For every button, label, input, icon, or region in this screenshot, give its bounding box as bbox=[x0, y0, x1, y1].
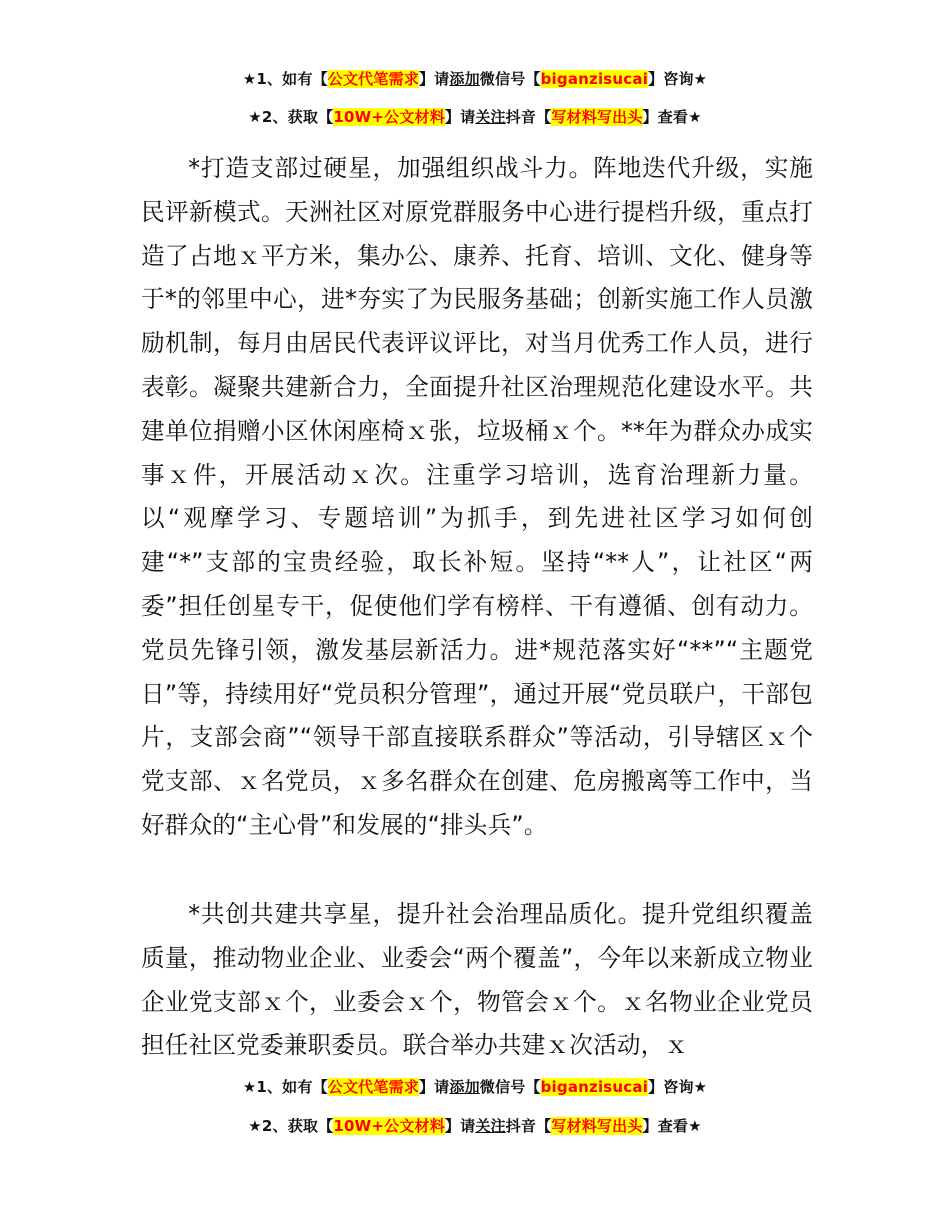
header-line2-mid2: 抖音【 bbox=[505, 108, 552, 126]
footer-line1-highlight-wechat: biganzisucai bbox=[540, 1078, 649, 1096]
header-line1-suffix: 】咨询★ bbox=[648, 70, 708, 88]
header-line2-mid1: 】请 bbox=[444, 108, 476, 126]
header-ad-line-2 bbox=[0, 105, 950, 129]
header-line1-prefix: ★1、如有【 bbox=[242, 70, 328, 88]
footer-line1-prefix: ★1、如有【 bbox=[242, 1078, 328, 1096]
footer-line2-suffix: 】查看★ bbox=[642, 1117, 702, 1135]
header-line2-prefix: ★2、获取【 bbox=[248, 108, 334, 126]
footer-line1-mid1: 】请 bbox=[418, 1078, 450, 1096]
footer-line1-suffix: 】咨询★ bbox=[648, 1078, 708, 1096]
body-paragraph-1: *打造支部过硬星，加强组织战斗力。阵地迭代升级，实施民评新模式。天洲社区对原党群服务中心进行提档升级，重点打造了占地ｘ平方米，集办公、康养、托育、培训、文化、健身等于*的邻里中心，进*夯实了为民服务基础；创新实施工作人员激励机制，每月由居民代表评议评比，对当月优秀工作人员，进行表彰。凝聚共建新合力，全面提升社区治理规范化建设水平。共建单位捐赠小区休闲座椅ｘ张，垃圾桶ｘ个。**年为群众办成实事ｘ件，开展活动ｘ次。注重学习培训，选育治理新力量。以“观摩学习、专题培训”为抓手，到先进社区学习如何创建“*”支部的宝贵经验，取长补短。坚持“**人”，让社区“两委”担任创星专干，促使他们学有榜样、干有遵循、创有动力。党员先锋引领，激发基层新活力。进*规范落实好“**”“主题党日”等，持续用好“党员积分管理”，通过开展“党员联户，干部包片，支部会商”“领导干部直接联系群众”等活动，引导辖区ｘ个党支部、ｘ名党员，ｘ多名群众在创建、危房搬离等工作中，当好群众的“主心骨”和发展的“排头兵”。 bbox=[141, 154, 813, 839]
footer-line2-mid1: 】请 bbox=[444, 1117, 476, 1135]
footer-line1-mid2: 微信号【 bbox=[479, 1078, 541, 1096]
footer-line2-underlined: 关注 bbox=[475, 1117, 506, 1135]
footer-ad-line-1 bbox=[0, 1075, 950, 1099]
header-line1-highlight-wechat: biganzisucai bbox=[540, 70, 649, 88]
footer-line1-highlight-service: 公文代笔需求 bbox=[327, 1078, 419, 1096]
footer-line2-highlight-douyin: 写材料写出头 bbox=[551, 1117, 643, 1135]
header-line1-mid1: 】请 bbox=[418, 70, 450, 88]
header-line1-highlight-service: 公文代笔需求 bbox=[327, 70, 419, 88]
footer-line2-mid2: 抖音【 bbox=[505, 1117, 552, 1135]
header-line2-underlined: 关注 bbox=[475, 108, 506, 126]
header-line2-highlight-douyin: 写材料写出头 bbox=[551, 108, 643, 126]
footer-line1-underlined: 添加 bbox=[449, 1078, 480, 1096]
header-line1-mid2: 微信号【 bbox=[479, 70, 541, 88]
body-paragraph-2: *共创共建共享星，提升社会治理品质化。提升党组织覆盖质量，推动物业企业、业委会“两个覆盖”，今年以来新成立物业企业党支部ｘ个，业委会ｘ个，物管会ｘ个。ｘ名物业企业党员担任社区党委兼职委员。联合举办共建ｘ次活动，ｘ bbox=[141, 900, 813, 1060]
footer-line2-prefix: ★2、获取【 bbox=[248, 1117, 334, 1135]
header-line2-highlight-materials: 10W+公文材料 bbox=[333, 108, 445, 126]
header-line2-suffix: 】查看★ bbox=[642, 108, 702, 126]
header-line1-underlined: 添加 bbox=[449, 70, 480, 88]
footer-line2-highlight-materials: 10W+公文材料 bbox=[333, 1117, 445, 1135]
footer-ad-line-2 bbox=[0, 1114, 950, 1138]
header-ad-line-1 bbox=[0, 67, 950, 91]
